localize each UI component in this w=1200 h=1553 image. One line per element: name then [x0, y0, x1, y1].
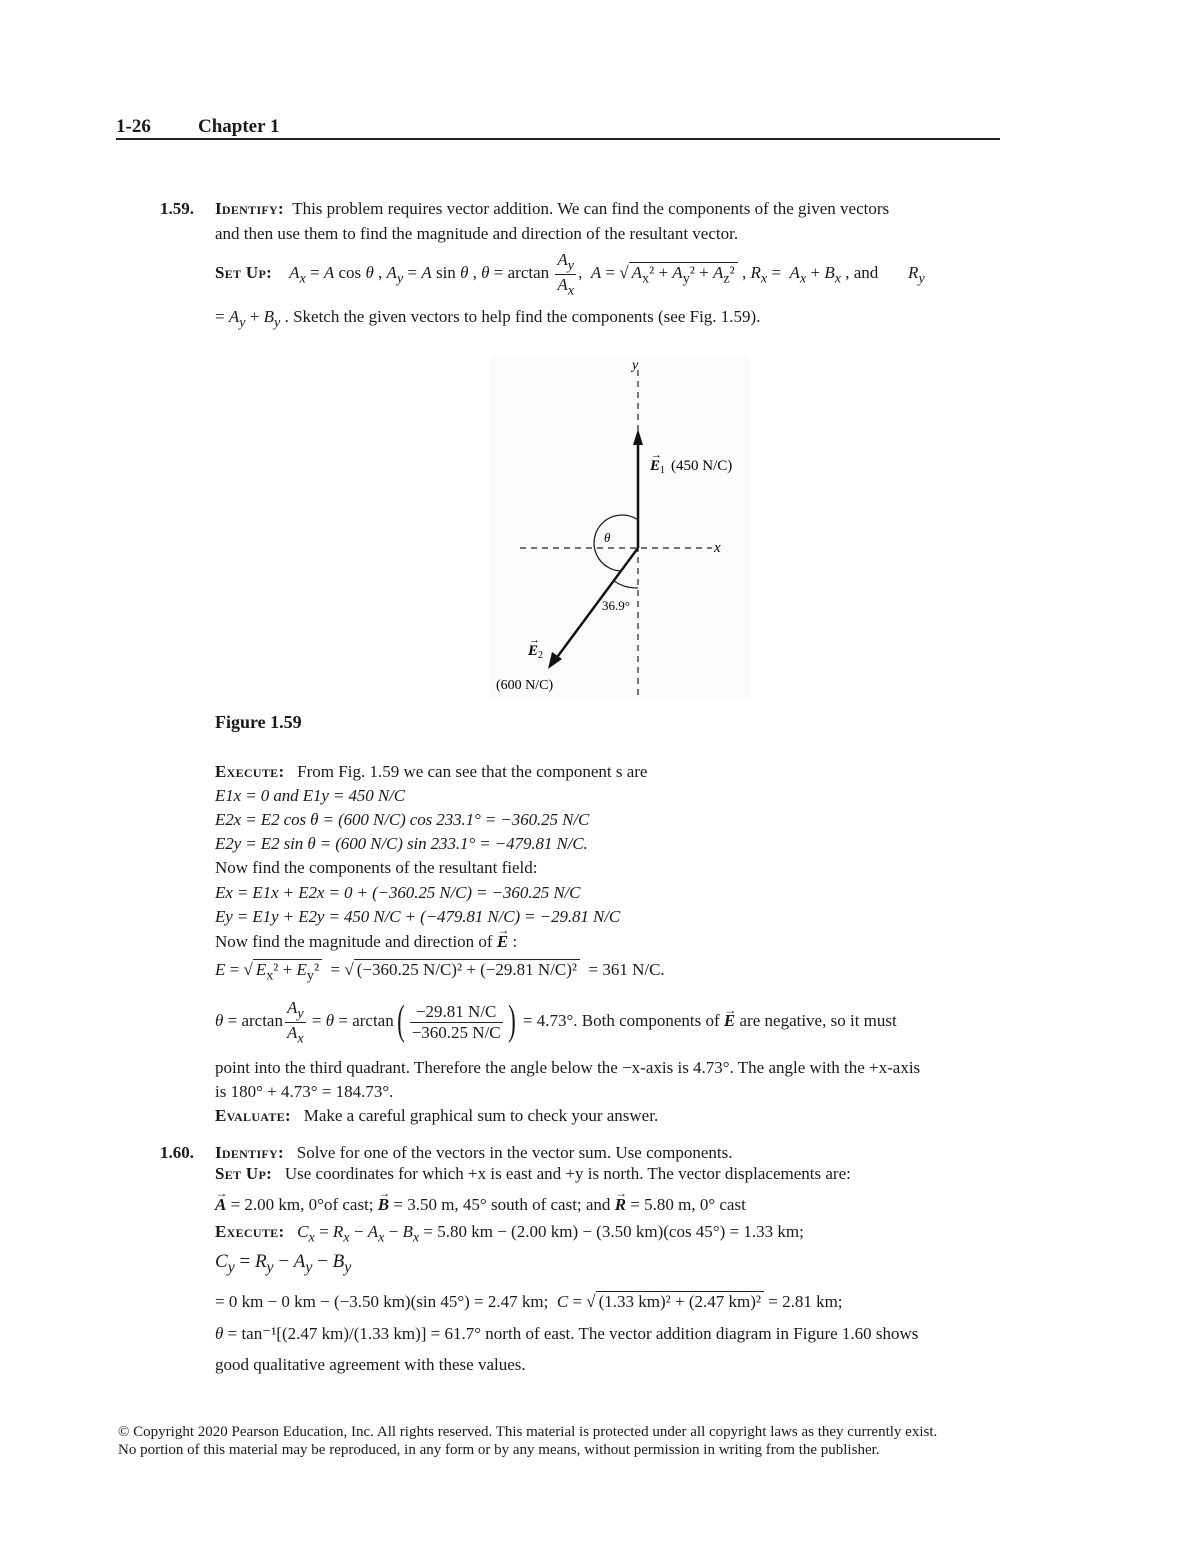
magnitude-result: = 361 N/C. — [588, 960, 665, 979]
exec-line-7: Now find the magnitude and direction of → E : — [215, 932, 517, 952]
identify-160 — [215, 1143, 733, 1163]
e-vector-symbol-2: → E — [724, 1011, 735, 1030]
chapter-title: Chapter 1 — [198, 116, 280, 137]
identify-text-160: Solve for one of the vectors in the vector sum. Use components. — [296, 1143, 733, 1162]
setup-159: Set Up: $A_x = A$ cos θ , $A_y = A$ sin θ , θ = arctan $\frac{A_y}{A_x}$ , A = √ $A_x^2 + A_y^2 + A_z^2$ , $R_x = A_x + B_x$ , and $R_y$ — [215, 250, 925, 299]
problem-number-160: 1.60. — [160, 1143, 194, 1162]
setup-label: Set Up: — [215, 263, 273, 283]
evaluate-label: Evaluate: — [215, 1106, 291, 1125]
angle-label: 36.9° — [602, 598, 630, 613]
execute-intro: From Fig. 1.59 we can see that the component s are — [297, 762, 648, 781]
exec-line-3: E2y = E2 sin θ = (600 N/C) sin 233.1° = −479.81 N/C. — [215, 834, 588, 853]
theta-tail: are negative, so it must — [739, 1011, 897, 1031]
magnitude-line: E = √ $E_x^2 + E_y^2$ = √ (−360.25 N/C)² + (−29.81 N/C)² = 361 N/C. — [215, 960, 665, 984]
theta-numerator: −29.81 N/C — [410, 1002, 503, 1023]
theta-label: θ — [604, 530, 611, 545]
exec-line-4: Now find the components of the resultant field: — [215, 858, 538, 877]
setup-line-2-text: . Sketch the given vectors to help find the components (see Fig. 1.59). — [284, 307, 761, 326]
copyright-line-1: © Copyright 2020 Pearson Education, Inc. All rights reserved. This material is protected under all copyright laws as they currently exist. — [118, 1424, 938, 1440]
execute-160: Execute: $C_x = R_x - A_x - B_x = 5.80$ km − (2.00 km) − (3.50 km)(cos 45°) = 1.33 km; — [215, 1222, 804, 1246]
e1-subscript: 1 — [660, 465, 665, 476]
e2-symbol: E — [528, 643, 539, 659]
cy-line: = 0 km − 0 km − (−3.50 km)(sin 45°) = 2.47 km; C = √ (1.33 km)² + (2.47 km)² = 2.81 km; — [215, 1292, 843, 1311]
problem-number-159: 1.59. — [160, 199, 194, 218]
e1-symbol: E — [650, 458, 661, 474]
e2-subscript: 2 — [538, 650, 543, 661]
exec-line-2: E2x = E2 cos θ = (600 N/C) cos 233.1° = −360.25 N/C — [215, 810, 590, 829]
execute-cx: = 5.80 km − (2.00 km) − (3.50 km)(cos 45°) = 1.33 km; — [423, 1222, 804, 1241]
vectors-line: → A = 2.00 km, 0°of cast; → B = 3.50 m, 45° south of cast; and → R = 5.80 m, 0° cast — [215, 1195, 746, 1215]
theta-line-160: θ = tan⁻¹[(2.47 km)/(1.33 km)] = 61.7° north of east. The vector addition diagram in Figure 1.60 shows — [215, 1324, 919, 1343]
e1-label: (450 N/C) — [671, 458, 733, 474]
theta-denominator: −360.25 N/C — [411, 1022, 501, 1042]
figure-1-59 — [490, 355, 750, 700]
setup-text-160: Use coordinates for which +x is east and +y is north. The vector displacements are: — [284, 1164, 851, 1183]
identify-text-2: and then use them to find the magnitude and direction of the resultant vector. — [215, 224, 739, 243]
copyright-line-2: No portion of this material may be reproduced, in any form or by any means, without permission in writing from the publisher. — [118, 1442, 880, 1458]
exec-line-7-text: Now find the magnitude and direction of — [215, 932, 493, 951]
identify-label-160: Identify: — [215, 1143, 284, 1162]
setup-fraction: $\frac{A_y}{A_x}$ — [557, 250, 575, 299]
x-axis-label: x — [714, 540, 721, 556]
conclusion-2: is 180° + 4.73° = 184.73°. — [215, 1082, 394, 1101]
final-line: good qualitative agreement with these values. — [215, 1355, 526, 1374]
theta-line: θ = arctan $\frac{A_y}{A_x}$ = θ = arctan( $\frac{-29.81 N/C}{-360.25 N/C}$ ) = 4.73°. Both components of → E are negative, so it must — [215, 998, 897, 1046]
execute-cy: = 0 km − 0 km − (−3.50 km)(sin 45°) = 2.47 km; — [215, 1292, 549, 1311]
page-number: 1-26 — [116, 116, 151, 137]
setup-line-2: = $A_y + B_y$ . Sketch the given vectors to help find the components (see Fig. 1.59). — [215, 307, 761, 331]
y-axis-label: y — [632, 358, 639, 373]
identify-159 — [215, 199, 889, 219]
identify-label: Identify: — [215, 199, 284, 218]
header-rule — [116, 138, 1000, 140]
setup-label-160: Set Up: — [215, 1164, 273, 1183]
e2-label: (600 N/C) — [496, 678, 554, 693]
figure-caption: Figure 1.59 — [215, 712, 302, 732]
c-result: = 2.81 km; — [768, 1292, 843, 1311]
vector-a-text: = 2.00 km, 0°of cast; — [230, 1195, 374, 1214]
exec-line-6: Ey = E1y + E2y = 450 N/C + (−479.81 N/C) = −29.81 N/C — [215, 907, 621, 926]
vector-r-text: = 5.80 m, 0° cast — [630, 1195, 746, 1214]
evaluate-text: Make a careful graphical sum to check your answer. — [303, 1106, 659, 1125]
conclusion-1: point into the third quadrant. Therefore the angle below the −x-axis is 4.73°. The angle with the +x-axis — [215, 1058, 921, 1077]
exec-line-5: Ex = E1x + E2x = 0 + (−360.25 N/C) = −360.25 N/C — [215, 883, 581, 902]
e2-symbol-arrow: → — [529, 634, 540, 646]
cy-formula: $C_y = R_y - A_y - B_y$ — [215, 1251, 352, 1276]
evaluate-159 — [215, 1106, 658, 1126]
e-vector-symbol: → E — [497, 932, 508, 951]
exec-line-1: E1x = 0 and E1y = 450 N/C — [215, 786, 405, 805]
vector-diagram — [490, 355, 750, 700]
e1-symbol-arrow: → — [651, 449, 662, 461]
theta-text-160: = tan⁻¹[(2.47 km)/(1.33 km)] = 61.7° north of east. The vector addition diagram in Figure 1.60 shows — [227, 1324, 919, 1343]
theta-result: = 4.73°. Both components of — [522, 1011, 720, 1031]
vector-b-text: = 3.50 m, 45° south of cast; and — [393, 1195, 611, 1214]
execute-159 — [215, 762, 647, 782]
c-expr: (1.33 km)² + (2.47 km)² — [596, 1291, 764, 1311]
magnitude-expr: (−360.25 N/C)² + (−29.81 N/C)² — [354, 959, 580, 979]
execute-label: Execute: — [215, 762, 285, 781]
setup-160 — [215, 1164, 851, 1184]
identify-text-1: This problem requires vector addition. We can find the components of the given vectors — [292, 199, 890, 218]
execute-label-160: Execute: — [215, 1222, 285, 1241]
